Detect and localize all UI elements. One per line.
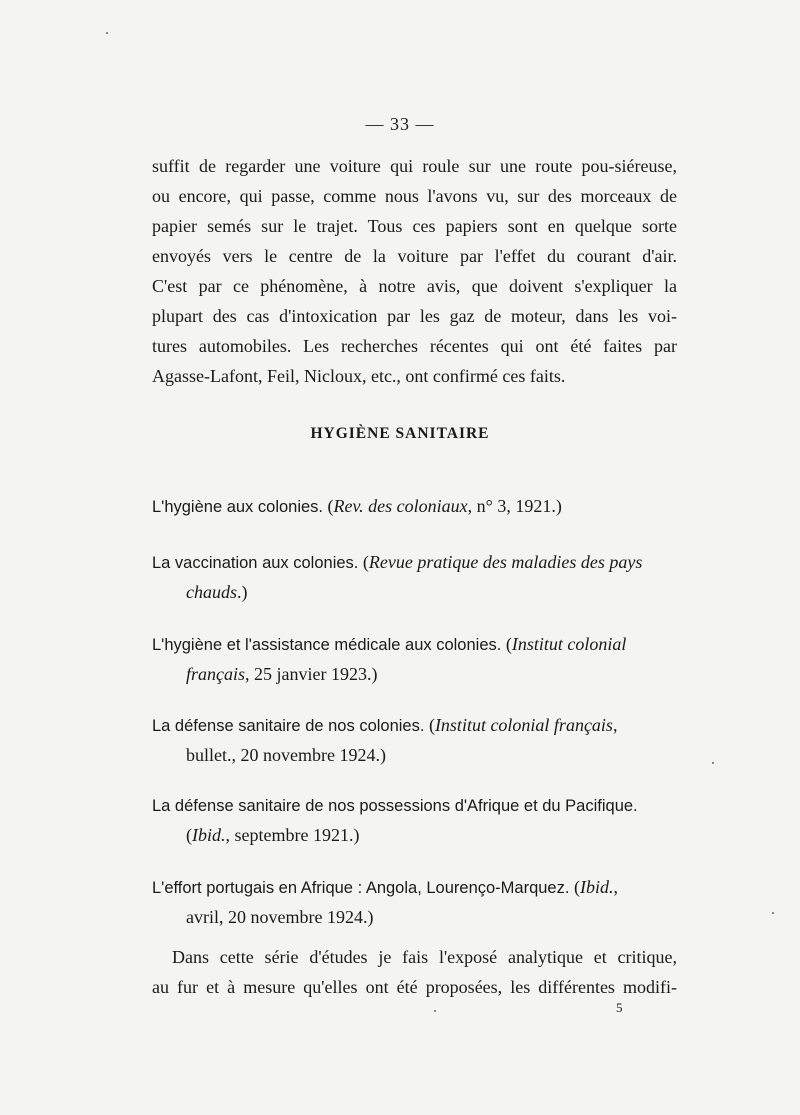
- reference-entry: La vaccination aux colonies. (Revue pratique des maladies des pays chauds.): [152, 552, 643, 602]
- reference-title: La défense sanitaire de nos colonies.: [152, 717, 425, 735]
- page-number: — 33 —: [365, 114, 435, 134]
- reference-source: Institut colonial: [511, 634, 627, 654]
- paper-speck: [106, 32, 108, 34]
- reference-entry: La défense sanitaire de nos colonies. (Institut colonial français, bullet., 20 novembre 1924.): [152, 715, 618, 765]
- reference-entry: La défense sanitaire de nos possessions d'Afrique et du Pacifique. (Ibid., septembre 1921.): [152, 797, 638, 845]
- intro-line: Agasse-Lafont, Feil, Nicloux, etc., ont confirmé ces faits.: [152, 366, 566, 386]
- reference-entry: L'hygiène et l'assistance médicale aux colonies. (Institut colonial français, 25 janvier 1923.): [152, 634, 627, 684]
- section-title: HYGIÈNE SANITAIRE: [310, 425, 490, 442]
- intro-line: papier semés sur le trajet. Tous ces papiers sont en quelque sorte: [152, 216, 677, 236]
- paper-speck: [434, 1010, 436, 1012]
- reference-source: Revue pratique des maladies des pays: [368, 552, 643, 572]
- paper-speck: [712, 762, 714, 764]
- reference-source: Rev. des coloniaux: [333, 496, 468, 516]
- reference-title: L'effort portugais en Afrique : Angola, Lourenço-Marquez.: [152, 879, 570, 897]
- closing-paragraph: [152, 942, 677, 1002]
- intro-line: plupart des cas d'intoxication par les gaz de moteur, dans les voi-: [152, 306, 677, 326]
- reference-entry: L'hygiène aux colonies. (Rev. des coloniaux, n° 3, 1921.): [152, 496, 562, 516]
- signature-mark: 5: [616, 1000, 623, 1015]
- reference-source: Institut colonial français: [434, 715, 613, 735]
- closing-line: Dans cette série d'études je fais l'exposé analytique et critique,: [172, 947, 677, 967]
- reference-title: La défense sanitaire de nos possessions d'Afrique et du Pacifique.: [152, 797, 638, 815]
- intro-paragraph: [152, 151, 677, 391]
- reference-source: Ibid.: [579, 877, 614, 897]
- closing-line: au fur et à mesure qu'elles ont été proposées, les différentes modifi-: [152, 977, 677, 997]
- intro-line: tures automobiles. Les recherches récentes qui ont été faites par: [152, 336, 677, 356]
- reference-title: L'hygiène et l'assistance médicale aux colonies.: [152, 636, 502, 654]
- reference-entry: L'effort portugais en Afrique : Angola, Lourenço-Marquez. (Ibid., avril, 20 novembre 1924.): [152, 877, 618, 927]
- intro-line: envoyés vers le centre de la voiture par l'effet du courant d'air.: [152, 246, 677, 266]
- intro-line: suffit de regarder une voiture qui roule sur une route pou-siéreuse,: [152, 156, 677, 176]
- intro-line: ou encore, qui passe, comme nous l'avons vu, sur des morceaux de: [152, 186, 677, 206]
- paper-speck: [772, 912, 774, 914]
- reference-title: L'hygiène aux colonies.: [152, 498, 324, 516]
- intro-line: C'est par ce phénomène, à notre avis, que doivent s'expliquer la: [152, 276, 677, 296]
- reference-title: La vaccination aux colonies.: [152, 554, 359, 572]
